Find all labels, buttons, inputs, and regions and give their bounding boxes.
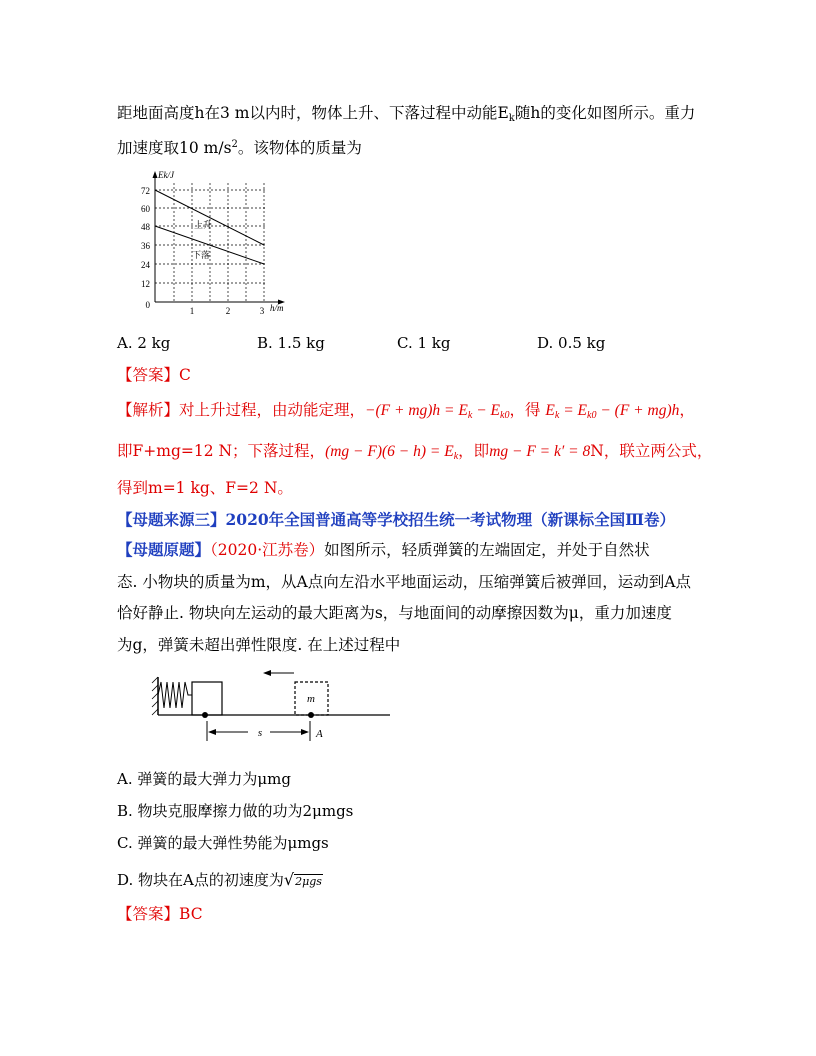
eq-sub: k — [554, 410, 560, 421]
y-tick: 48 — [141, 222, 150, 232]
analysis-text: ，得 — [509, 401, 546, 419]
y-tick: 36 — [141, 241, 150, 251]
equation — [545, 402, 679, 419]
y-tick: 12 — [141, 279, 150, 289]
q2-stem-line4: 为g，弹簧未超出弹性限度. 在上述过程中 — [117, 636, 401, 654]
y-tick: 24 — [141, 260, 150, 270]
superscript: 2 — [231, 139, 238, 150]
point-a-label: A — [316, 728, 323, 740]
answer-tag: 【答案】 — [117, 905, 180, 923]
y-tick: 60 — [141, 204, 150, 214]
q1-analysis-line3: 得到m=1 kg、F=2 N。 — [117, 479, 293, 497]
q2-stem-line2: 态. 小物块的质量为m，从A点向左沿水平地面运动，压缩弹簧后被弹回，运动到A点 — [117, 573, 691, 591]
source-tag: 【母题来源三】 — [117, 510, 226, 529]
analysis-text: 即F+mg=12 N；下落过程， — [117, 442, 326, 460]
q1-stem-line2 — [117, 135, 362, 158]
option-d-text: D. 物块在A点的初速度为 — [117, 871, 284, 889]
q2-spring-diagram — [150, 665, 395, 745]
eq-part: − (F + mg)h — [596, 402, 680, 419]
eq-part: = E — [559, 402, 588, 419]
q1-ek-h-graph — [130, 168, 290, 318]
origin-label: 0 — [145, 300, 150, 310]
q1-analysis-line1 — [117, 400, 695, 426]
equation — [365, 402, 509, 419]
q2-stem-line3: 恰好静止. 物块向左运动的最大距离为s，与地面间的动摩擦因数为μ，重力加速度 — [117, 604, 672, 622]
q2-option-d — [117, 869, 323, 890]
analysis-text: N，联立两公式， — [590, 442, 713, 460]
eq-part: E — [545, 402, 555, 419]
x-tick: 2 — [225, 306, 231, 316]
eq-sub: k0 — [587, 410, 597, 421]
eq-part: − E — [472, 402, 501, 419]
mass-label: m — [307, 693, 315, 705]
eq-sub: k — [467, 410, 473, 421]
left-arrow-icon — [263, 670, 271, 676]
analysis-tag: 【解析】 — [117, 401, 180, 419]
analysis-text: ， — [679, 401, 695, 419]
subscript: k — [508, 113, 515, 124]
answer-tag: 【答案】 — [117, 366, 180, 384]
eq-part: −(F + mg)h = E — [365, 402, 468, 419]
q1-analysis-line2 — [117, 441, 712, 467]
q2-option-c: C. 弹簧的最大弹性势能为μmgs — [117, 834, 329, 852]
fall-label: 下落 — [192, 250, 211, 260]
q1-stem-line1 — [117, 103, 695, 129]
block-compressed — [192, 682, 222, 715]
q1-stem-text-3: 加速度取10 m/s — [117, 139, 232, 157]
x-axis-label: h/m — [270, 303, 284, 313]
rise-line — [155, 190, 264, 245]
q2-option-a: A. 弹簧的最大弹力为μmg — [117, 770, 291, 788]
q1-answer — [117, 365, 191, 385]
x-tick: 3 — [259, 306, 265, 316]
x-tick: 1 — [189, 306, 195, 316]
q2-stem-text: 如图所示，轻质弹簧的左端固定，并处于自然状 — [324, 541, 650, 559]
q1-option-b: B. 1.5 kg — [257, 334, 325, 352]
equation — [325, 443, 458, 460]
eq-part: (mg − F)(6 − h) = E — [325, 443, 454, 460]
distance-label: s — [257, 727, 263, 739]
y-axis-label: Ek/J — [158, 170, 174, 180]
q1-option-d: D. 0.5 kg — [537, 334, 606, 352]
eq-sub: k — [453, 451, 459, 462]
answer-value: BC — [179, 905, 203, 923]
spring — [158, 682, 192, 708]
eq-sub: k0 — [500, 410, 510, 421]
rise-label: 上升 — [194, 220, 213, 230]
answer-value: C — [179, 366, 191, 384]
q2-stem-line1 — [117, 540, 650, 560]
q1-stem-text: 距地面高度h在3 m以内时，物体上升、下落过程中动能E — [117, 104, 509, 122]
equation: mg − F = k′ = 8 — [489, 443, 591, 460]
q2-answer — [117, 904, 203, 924]
analysis-text: ，即 — [458, 442, 490, 460]
q2-source — [117, 510, 675, 530]
orig-year: （2020·江苏卷） — [210, 541, 325, 559]
q1-option-a: A. 2 kg — [117, 334, 171, 352]
q1-stem-text-4: 。该物体的质量为 — [237, 139, 362, 157]
q1-option-c: C. 1 kg — [397, 334, 451, 352]
q1-stem-text-2: 随h的变化如图所示。重力 — [514, 104, 696, 122]
source-text: 2020年全国普通高等学校招生统一考试物理（新课标全国Ⅲ卷） — [225, 510, 676, 529]
orig-tag: 【母题原题】 — [117, 540, 211, 559]
sqrt-symbol: √ — [283, 870, 295, 889]
q2-option-b: B. 物块克服摩擦力做的功为2μmgs — [117, 802, 354, 820]
analysis-text: 对上升过程，由动能定理， — [179, 401, 366, 419]
y-tick: 72 — [141, 186, 150, 196]
sqrt-radicand: 2μgs — [295, 875, 322, 888]
